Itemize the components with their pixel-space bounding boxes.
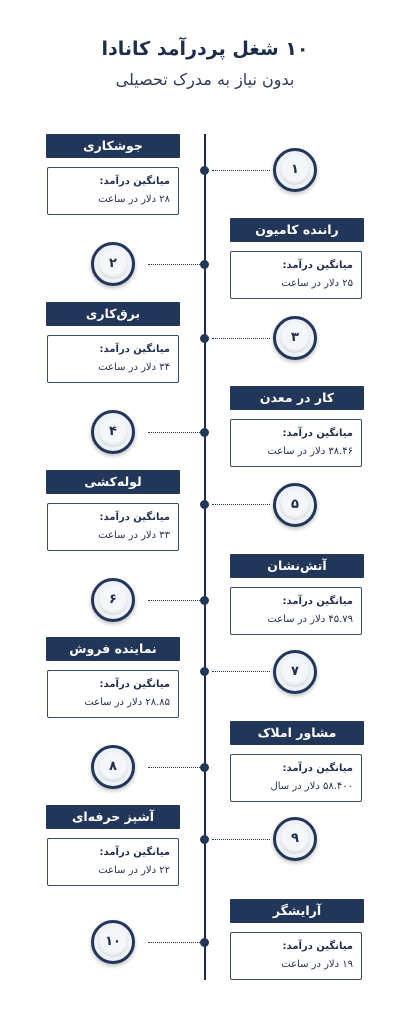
timeline-dot	[200, 763, 209, 772]
income-label: میانگین درآمد:	[99, 176, 170, 187]
income-label: میانگین درآمد:	[282, 260, 353, 271]
job-title: کار در معدن	[230, 386, 364, 410]
timeline-dot	[200, 428, 209, 437]
income-card	[230, 251, 362, 299]
connector-line	[148, 432, 200, 433]
income-label: میانگین درآمد:	[282, 763, 353, 774]
timeline-dot	[200, 500, 209, 509]
number-badge	[273, 483, 317, 527]
income-value: ۵۸.۴۰۰ دلار در سال	[270, 781, 353, 792]
income-label: میانگین درآمد:	[99, 679, 170, 690]
page-subtitle: بدون نیاز به مدرک تحصیلی	[115, 70, 295, 89]
timeline-dot	[200, 166, 209, 175]
number-badge-value: ۱۰	[98, 927, 128, 957]
connector-line	[148, 600, 200, 601]
number-badge-value: ۶	[98, 585, 128, 615]
income-card	[47, 335, 179, 383]
timeline-dot	[200, 667, 209, 676]
income-card	[230, 419, 362, 467]
timeline-dot	[200, 260, 209, 269]
number-badge	[91, 920, 135, 964]
timeline-dot	[200, 334, 209, 343]
income-value: ۱۹ دلار در ساعت	[281, 959, 353, 970]
number-badge-value: ۵	[280, 490, 310, 520]
income-label: میانگین درآمد:	[282, 428, 353, 439]
number-badge	[273, 650, 317, 694]
job-title: لوله‌کشی	[46, 470, 180, 494]
job-title: آرایشگر	[230, 899, 364, 923]
page-title: ۱۰ شغل پردرآمد کانادا	[101, 38, 309, 60]
income-label: میانگین درآمد:	[282, 596, 353, 607]
job-title: مشاور املاک	[230, 721, 364, 745]
timeline-dot	[200, 835, 209, 844]
job-title: راننده کامیون	[230, 218, 364, 242]
income-label: میانگین درآمد:	[99, 847, 170, 858]
income-value: ۳۸.۴۶ دلار در ساعت	[267, 446, 353, 457]
number-badge-value: ۷	[280, 657, 310, 687]
number-badge	[91, 410, 135, 454]
job-title: برق‌کاری	[46, 302, 180, 326]
number-badge	[273, 148, 317, 192]
income-value: ۳۳ دلار در ساعت	[98, 530, 170, 541]
income-card	[47, 670, 179, 718]
number-badge	[273, 817, 317, 861]
job-title: آشپز حرفه‌ای	[46, 805, 180, 829]
number-badge-value: ۹	[280, 824, 310, 854]
income-value: ۲۵ دلار در ساعت	[281, 278, 353, 289]
connector-line	[148, 942, 200, 943]
timeline-dot	[200, 938, 209, 947]
number-badge-value: ۲	[98, 249, 128, 279]
income-value: ۴۵.۷۹ دلار در ساعت	[267, 614, 353, 625]
number-badge	[91, 578, 135, 622]
income-label: میانگین درآمد:	[99, 344, 170, 355]
job-title: جوشکاری	[46, 134, 180, 158]
connector-line	[212, 839, 270, 840]
timeline-dot	[200, 596, 209, 605]
connector-line	[212, 504, 270, 505]
connector-line	[212, 338, 270, 339]
income-card	[230, 932, 362, 980]
number-badge	[91, 745, 135, 789]
number-badge	[91, 242, 135, 286]
income-value: ۲۸.۸۵ دلار در ساعت	[84, 697, 170, 708]
income-card	[230, 754, 362, 802]
number-badge-value: ۸	[98, 752, 128, 782]
connector-line	[212, 671, 270, 672]
income-label: میانگین درآمد:	[99, 512, 170, 523]
connector-line	[148, 767, 200, 768]
job-title: نماینده فروش	[46, 637, 180, 661]
number-badge	[273, 316, 317, 360]
number-badge-value: ۴	[98, 417, 128, 447]
income-card	[47, 167, 179, 215]
income-card	[47, 838, 179, 886]
number-badge-value: ۳	[280, 323, 310, 353]
income-value: ۲۸ دلار در ساعت	[98, 194, 170, 205]
income-label: میانگین درآمد:	[282, 941, 353, 952]
job-title: آتش‌نشان	[230, 554, 364, 578]
income-value: ۳۴ دلار در ساعت	[98, 362, 170, 373]
connector-line	[212, 170, 270, 171]
income-card	[230, 587, 362, 635]
income-value: ۲۲ دلار در ساعت	[98, 865, 170, 876]
connector-line	[148, 264, 200, 265]
number-badge-value: ۱	[280, 155, 310, 185]
income-card	[47, 503, 179, 551]
